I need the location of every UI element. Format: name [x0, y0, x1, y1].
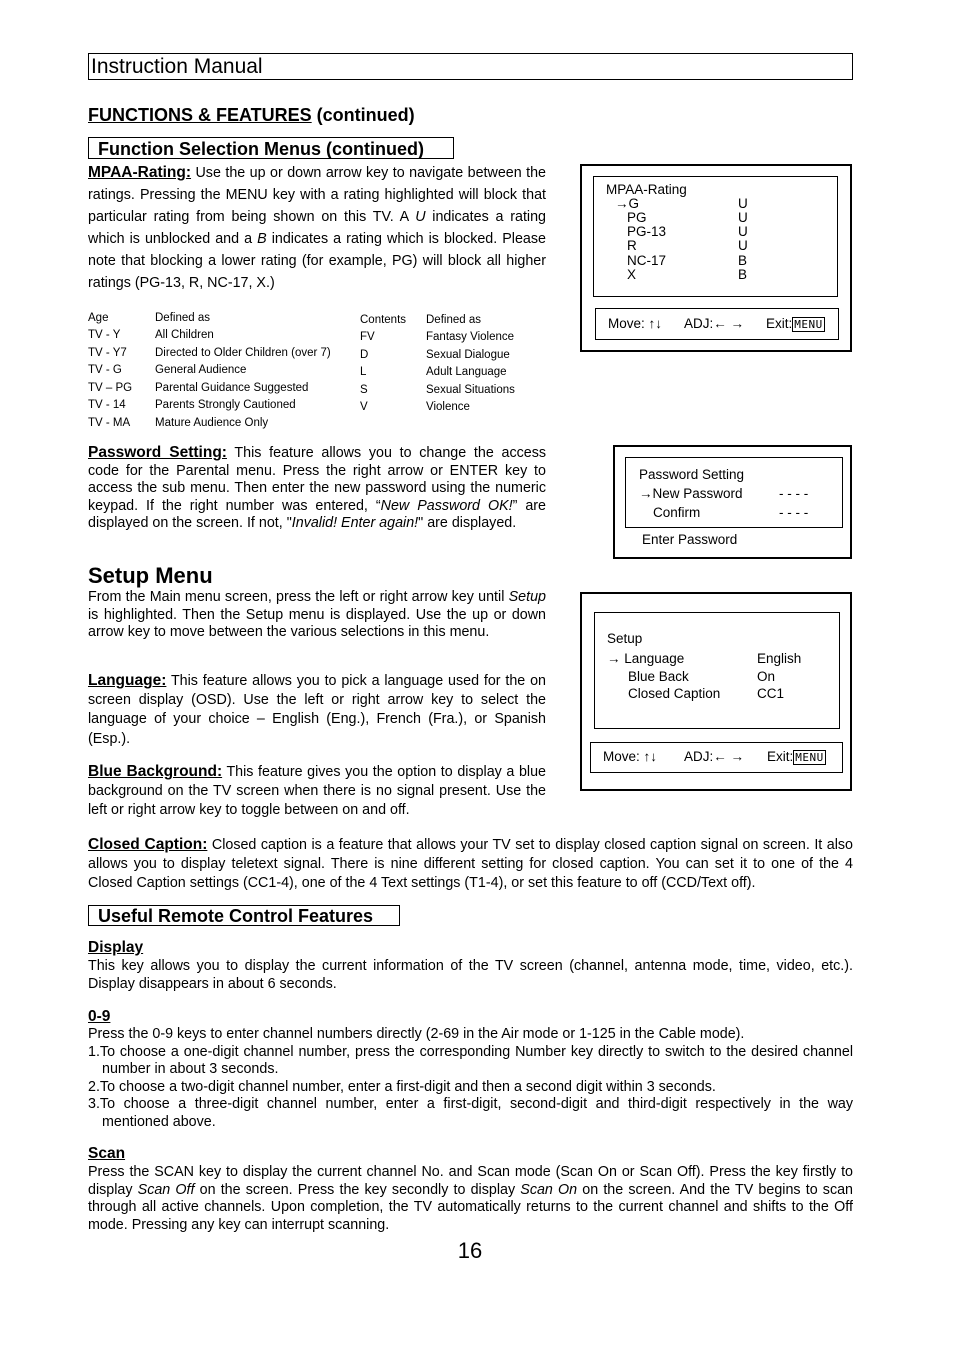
list-item: 3.To choose a three-digit channel number, enter a first-digit, second-digit and third-digit respectively in the way mentioned above.	[88, 1096, 853, 1130]
setup-menu-title: Setup Menu	[88, 563, 213, 588]
scan-paragraph: Press the SCAN key to display the current channel No. and Scan mode (Scan On or Scan Off). Press the key firstly to display Scan Off on the screen. Press the key secondly to display Scan On on the screen. And the TV begins to scan through all active channels. Upon completion, the TV automatically returns to the current channel and shifts to the Off mode. Pressing any key can interrupt scanning.	[88, 1164, 854, 1233]
rating-state: U	[738, 196, 748, 211]
list-item: X	[627, 267, 637, 282]
rating-state: B	[738, 253, 748, 268]
rating-state: U	[738, 238, 748, 253]
table-cell: All Children	[155, 329, 214, 341]
osd-setup-title: Setup	[607, 631, 643, 646]
osd-setup-panel	[594, 612, 840, 729]
table-row: TV - Y7	[88, 346, 127, 359]
move-hint: Move: ↑↓	[603, 749, 658, 764]
osd-password-panel	[625, 457, 843, 528]
table-row: TV - 14	[88, 399, 126, 411]
rating-state: B	[738, 267, 748, 282]
table-cell: D	[360, 348, 369, 361]
table-row: TV – PG	[88, 381, 133, 394]
confirm-row: Confirm	[653, 505, 701, 520]
display-heading: Display	[88, 939, 144, 956]
password-label: Password Setting:	[88, 444, 227, 461]
table-cell: Sexual Situations	[426, 383, 515, 396]
function-menus-heading-text: Function Selection Menus (continued)	[98, 139, 424, 159]
language-paragraph: Language: This feature allows you to pick a language used for the on screen display (OSD). Use the left or right arrow key to select the language of your choice – English (Eng.), French (Fra.), or Spanish (Esp.).	[88, 672, 546, 747]
remote-features-heading-text: Useful Remote Control Features	[98, 906, 374, 926]
list-item: NC-17	[627, 253, 667, 268]
osd-setup	[580, 592, 852, 791]
table-row: TV - G	[88, 364, 122, 376]
section-title-suffix: (continued)	[311, 105, 415, 125]
osd-password-title: Password Setting	[639, 467, 745, 482]
setting-value: On	[757, 669, 776, 684]
exit-hint: Exit: MENU	[766, 316, 823, 331]
digits-intro: Press the 0-9 keys to enter channel numbers directly (2-69 in the Air mode or 1-125 in the Cable mode).	[88, 1026, 745, 1042]
scan-heading: Scan	[88, 1145, 126, 1162]
table-cell: L	[360, 366, 367, 378]
menu-key-icon: MENU	[794, 318, 823, 331]
function-menus-heading	[88, 137, 454, 159]
table-cell: Fantasy Violence	[426, 331, 515, 343]
osd-mpaa-title: MPAA-Rating	[606, 182, 687, 197]
list-item: PG-13	[627, 224, 667, 239]
table-cell: General Audience	[155, 364, 247, 376]
adj-hint: ADJ:← →	[684, 749, 745, 764]
new-password-row: →New Password	[639, 486, 743, 501]
enter-password-hint: Enter Password	[642, 532, 738, 547]
list-item: → Language	[607, 651, 685, 666]
blue-background-label: Blue Background:	[88, 763, 223, 780]
language-label: Language:	[88, 672, 167, 689]
page-number: 16	[457, 1238, 483, 1263]
table-cell: Directed to Older Children (over 7)	[155, 346, 331, 359]
remote-features-heading	[88, 905, 400, 926]
section-title	[88, 105, 415, 126]
table-row: TV - Y	[88, 329, 121, 341]
list-item: PG	[627, 210, 647, 225]
display-paragraph: This key allows you to display the current information of the TV screen (channel, antenna mode, time, video, etc.). Display disappears in about 6 seconds.	[88, 958, 853, 992]
blue-background-paragraph: Blue Background: This feature gives you the option to display a blue background on the TV screen when there is no signal present. Use the left or right arrow key to toggle between on and off.	[88, 763, 546, 819]
osd-setup-nav	[590, 742, 843, 773]
menu-key-icon: MENU	[795, 751, 824, 764]
list-item: R	[627, 238, 637, 253]
closed-caption-label: Closed Caption:	[88, 836, 208, 853]
password-paragraph: Password Setting: This feature allows you to change the access code for the Parental menu. Press the right arrow or ENTER key to access the sub menu. Then enter the new password using the numeric keypad. If the right number was entered, “New Password OK!” are displayed on the screen. If not, "Invalid! Enter again!" are displayed.	[88, 444, 546, 531]
adj-hint: ADJ:← →	[684, 316, 745, 331]
list-item: Closed Caption	[628, 686, 721, 701]
closed-caption-paragraph: Closed Caption: Closed caption is a feature that allows your TV set to display closed caption signal on screen. It also allows you to display teletext signal. There is nine different setting for closed caption. You can set it to one of the 4 Closed Caption settings (CC1-4), one of the 4 Text settings (T1-4), or set this feature to off (CCD/Text off).	[88, 836, 853, 892]
exit-hint: Exit: MENU	[767, 749, 824, 764]
move-hint: Move: ↑↓	[608, 316, 663, 331]
digits-heading: 0-9	[88, 1008, 111, 1025]
list-item: 2.To choose a two-digit channel number, enter a first-digit and then a second digit within 3 seconds.	[88, 1078, 716, 1095]
table-cell: FV	[360, 331, 375, 343]
osd-password	[613, 445, 852, 559]
header-box	[88, 53, 853, 80]
table-header-contents: Contents	[360, 314, 407, 326]
table-cell: Adult Language	[426, 366, 507, 378]
table-header-defined: Defined as	[155, 312, 210, 324]
list-item: 1.To choose a one-digit channel number, press the corresponding Number key directly to switch to the desired channel number in about 3 seconds.	[88, 1043, 853, 1077]
table-cell: V	[360, 401, 368, 413]
table-cell: Mature Audience Only	[155, 416, 269, 429]
setup-paragraph: From the Main menu screen, press the left or right arrow key until Setup is highlighted. Then the Setup menu is displayed. Use the up or down arrow key to move between the various selections in this menu.	[88, 589, 546, 640]
digits-section	[88, 1026, 853, 1131]
table-cell: Sexual Dialogue	[426, 348, 510, 361]
section-title-main: FUNCTIONS & FEATURES	[88, 105, 312, 125]
table-cell: Violence	[426, 401, 470, 413]
osd-mpaa-rating	[580, 164, 852, 352]
rating-state: U	[738, 224, 748, 239]
mpaa-label: MPAA-Rating:	[88, 164, 192, 181]
setting-value: CC1	[757, 686, 785, 701]
table-cell: Parents Strongly Cautioned	[155, 399, 296, 411]
setting-value: English	[757, 651, 802, 666]
ratings-table	[88, 310, 548, 432]
list-item: Blue Back	[628, 669, 689, 684]
table-cell: Parental Guidance Suggested	[155, 381, 309, 394]
mpaa-paragraph: MPAA-Rating: Use the up or down arrow key to navigate between the ratings. Pressing the MENU key with a rating highlighted will block that particular rating from being shown on this TV. A U indicates a rating which is unblocked and a B indicates a rating which is blocked. Please note that blocking a lower rating (for example, PG) will block all higher ratings (PG-13, R, NC-17, X.)	[88, 164, 546, 291]
manual-title: Instruction Manual	[91, 55, 263, 78]
confirm-value: - - - -	[779, 505, 809, 520]
table-row: TV - MA	[88, 416, 131, 429]
table-cell: S	[360, 383, 368, 396]
osd-mpaa-nav	[595, 308, 839, 340]
table-header-age: Age	[88, 312, 109, 324]
list-item: →G	[615, 196, 640, 211]
table-header-defined-2: Defined as	[426, 314, 481, 326]
osd-mpaa-list	[593, 176, 838, 297]
rating-state: U	[738, 210, 748, 225]
new-password-value: - - - -	[779, 486, 809, 501]
